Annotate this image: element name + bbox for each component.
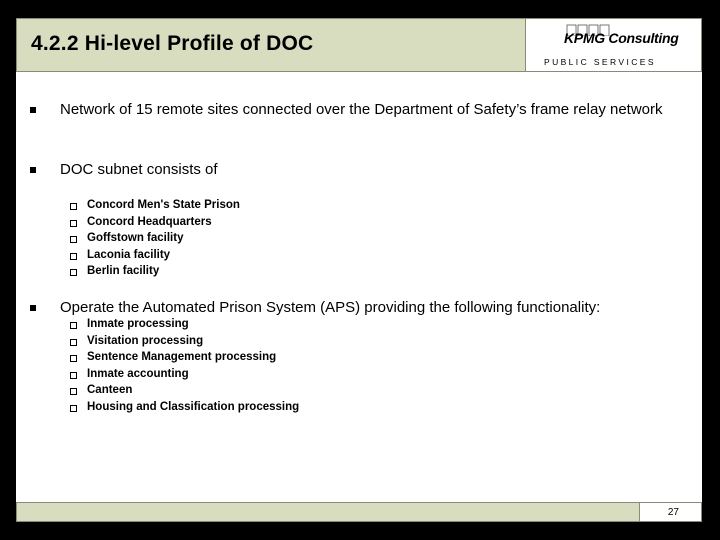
bullet-text: Operate the Automated Prison System (APS) providing the following functionality: (60, 299, 601, 316)
square-bullet-icon (30, 107, 36, 113)
square-bullet-icon (30, 167, 36, 173)
hollow-square-bullet-icon (70, 236, 77, 243)
hollow-square-bullet-icon (70, 253, 77, 260)
hollow-square-bullet-icon (70, 339, 77, 346)
hollow-square-bullet-icon (70, 388, 77, 395)
slide-content: Network of 15 remote sites connected over the Department of Safety’s frame relay network DOC subnet consists of Concord Men's State Prison Concord Headquarters Goffstown facility Laconia facility Berlin facility Operate the Automated Prison System (APS) providing the following functionality: Inmate processing Visitation processing Sentence Management processing Inmate accounting Canteen Housing and Classification processing (16, 72, 702, 502)
bullet-text: Network of 15 remote sites connected over the Department of Safety’s frame relay network (60, 101, 663, 118)
hollow-square-bullet-icon (70, 355, 77, 362)
title-bar (16, 18, 526, 72)
hollow-square-bullet-icon (70, 220, 77, 227)
logo-box (526, 18, 702, 72)
hollow-square-bullet-icon (70, 405, 77, 412)
hollow-square-bullet-icon (70, 203, 77, 210)
logo-brand: KPMG Consulting (564, 30, 679, 46)
slide-title: 4.2.2 Hi-level Profile of DOC (31, 32, 314, 55)
hollow-square-bullet-icon (70, 269, 77, 276)
hollow-square-bullet-icon (70, 322, 77, 329)
page-number: 27 (667, 507, 679, 518)
logo-subtitle: PUBLIC SERVICES (544, 57, 656, 67)
page-number-box (640, 502, 702, 522)
bullet-text: DOC subnet consists of (60, 161, 218, 178)
footer-bar (16, 502, 640, 522)
hollow-square-bullet-icon (70, 372, 77, 379)
square-bullet-icon (30, 305, 36, 311)
